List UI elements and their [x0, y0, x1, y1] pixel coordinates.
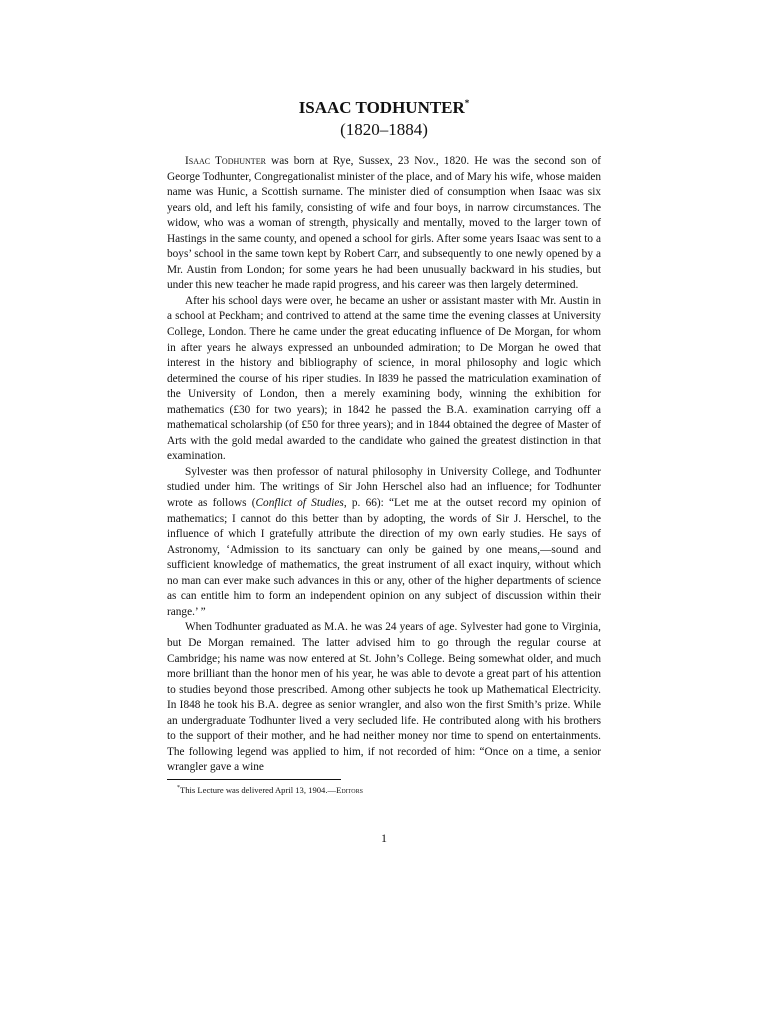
- paragraph-3-text-a: Sylvester was then professor of natural philosophy in University College, and Todhunter studied under him. The writings of Sir John Herschel also had an influence; for Todhunter wrote as follows (: [167, 465, 601, 510]
- paragraph-1-text: was born at Rye, Sussex, 23 Nov., 1820. He was the second son of George Todhunter, Congregationalist minister of the place, and of Mary his wife, whose maiden name was Hunic, a Scottish surname. The minister died of consumption when Isaac was six years old, and left his family, consisting of wife and four boys, in narrow circumstances. The widow, who was a woman of strength, physically and mentally, moved to the larger town of Hastings in the same county, and opened a school for girls. After some years Isaac was sent to a boys’ school in the same town kept by Robert Carr, and subsequently to one newly opened by a Mr. Austin from London; for some years he had been unusually backward in his studies, but under this new teacher he made rapid progress, and his career was then largely determined.: [167, 155, 601, 292]
- life-dates: (1820–1884): [340, 120, 428, 139]
- page-content: [167, 92, 601, 796]
- footnote: [167, 783, 601, 796]
- paragraph-2: After his school days were over, he became an usher or assistant master with Mr. Austin in a school at Peckham; and contrived to attend at the same time the evening classes at University College, London. There he came under the great educating influence of De Morgan, for whom in after years he always expressed an unbounded admiration; to De Morgan he owed that interest in the history and bibliography of science, in moral philosophy and logic which determined the course of his riper studies. In I839 he passed the matriculation examination of the University of London, then a merely examining body, winning the exhibition for mathematics (£30 for two years); in 1842 he passed the B.A. examination carrying off a mathematical scholarship (of £50 for three years); and in 1844 obtained the degree of Master of Arts with the gold medal awarded to the candidate who gained the greatest distinction in that examination.: [167, 294, 601, 463]
- page-number: 1: [381, 831, 387, 845]
- title-text: ISAAC TODHUNTER: [298, 98, 465, 117]
- footnote-editors: Editors: [336, 784, 363, 795]
- paragraph-3: [167, 465, 601, 620]
- paragraph-1: [167, 154, 601, 294]
- footnote-mark: *: [177, 784, 180, 791]
- page-title: [167, 92, 601, 119]
- footnote-rule: [167, 779, 341, 780]
- footnote-text: This Lecture was delivered April 13, 1904.—: [180, 784, 337, 795]
- paragraph-1-lead: Isaac Todhunter: [185, 155, 266, 167]
- paragraph-3-text-b: , p. 66): “Let me at the outset record my opinion of mathematics; I cannot do this better than by adopting, the words of Sir J. Herschel, to the influence of which I gratefully attribute the direction of my own early studies. He says of Astronomy, ‘Admission to its sanctuary can only be gained by one means,—sound and sufficient knowledge of mathematics, the great instrument of all exact inquiry, without which no man can ever make such advances in this or any, other of the higher departments of science as can entitle him to form an independent opinion on any subject of discussion within their range.’ ”: [167, 497, 601, 618]
- book-title: Conflict of Studies: [255, 497, 344, 510]
- title-footnote-mark: *: [464, 98, 470, 108]
- paragraph-4: When Todhunter graduated as M.A. he was 24 years of age. Sylvester had gone to Virginia, but De Morgan remained. The latter advised him to go through the regular course at Cambridge; his name was now entered at St. John’s College. Being somewhat older, and much more brilliant than the honor men of his year, he was able to devote a great part of his attention to studies beyond those prescribed. Among other subjects he took up Mathematical Electricity. In I848 he took his B.A. degree as senior wrangler, and also won the first Smith’s prize. While an undergraduate Todhunter lived a very secluded life. He contributed along with his brothers to the support of their mother, and he had neither money nor time to spend on entertainments. The following legend was applied to him, if not recorded of him: “Once on a time, a senior wrangler gave a wine: [167, 621, 601, 774]
